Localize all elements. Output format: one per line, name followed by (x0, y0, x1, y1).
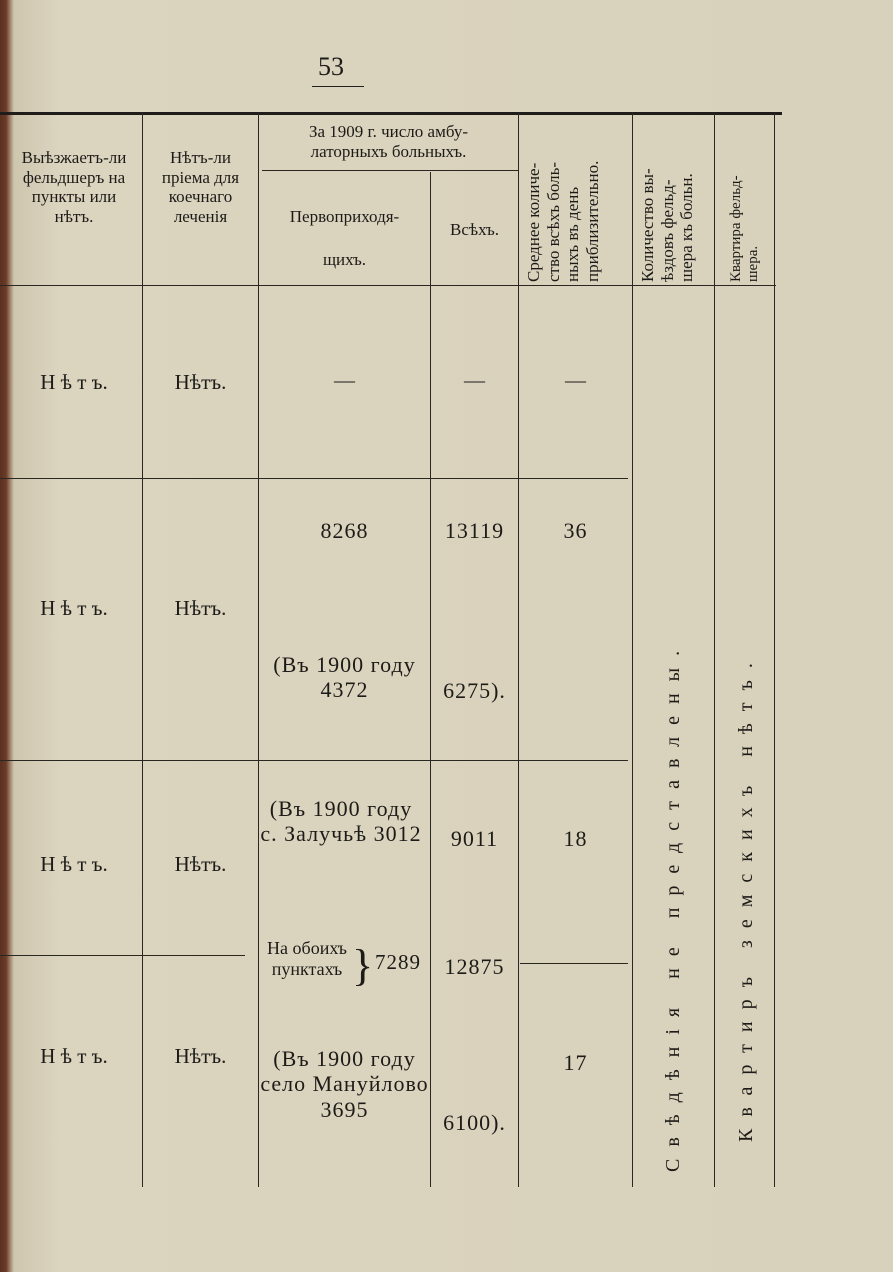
row2-col1: Н ѣ т ъ. (40, 596, 108, 620)
row3-col1: Н ѣ т ъ. (40, 852, 108, 876)
row3-bottom-rule (0, 955, 245, 956)
row1-col5: — (565, 368, 586, 392)
row1-col2: Нѣтъ. (174, 370, 227, 394)
combined-value: 7289 (375, 950, 421, 974)
header-col4: Всѣхъ. (449, 220, 499, 239)
row4-note3: (Въ 1900 году село Мануйлово 3695 (260, 1046, 429, 1122)
row1-col1: Н ѣ т ъ. (40, 370, 108, 394)
col7-spanning-note: Квартиръ земскихъ нѣтъ. (735, 651, 757, 1142)
row3-bottom-rule-col5 (520, 963, 628, 964)
group-header-rule (262, 170, 518, 171)
row3-col2: Нѣтъ. (174, 852, 227, 876)
row2-col4: 13119 (444, 518, 505, 543)
row2-col2: Нѣтъ. (174, 596, 227, 620)
header-group: За 1909 г. число амбу- латорныхъ больныхъ. (308, 122, 468, 161)
row3-col4: 9011 (450, 826, 499, 851)
row1-col3: — (334, 368, 355, 392)
combined-brace: } (352, 941, 374, 990)
col-divider-4 (518, 112, 519, 1187)
row2-bottom-rule (0, 760, 628, 761)
col-divider-5 (632, 112, 633, 1187)
header-col3: Первоприходя- щихъ. (289, 207, 400, 269)
row2-note3: (Въ 1900 году 4372 (273, 652, 416, 703)
page-number-underline (312, 86, 364, 87)
header-col2: Нѣтъ-ли пріема для коечнаго леченія (161, 148, 240, 226)
row3-note3: (Въ 1900 году с. Залучьѣ 3012 (260, 796, 422, 847)
row2-col5: 36 (563, 518, 588, 543)
col-divider-7 (774, 112, 775, 1187)
row1-col4: — (464, 368, 485, 392)
row1-bottom-rule (0, 478, 628, 479)
row4-col2: Нѣтъ. (174, 1044, 227, 1068)
header-col7: Квартира фельд- шера. (728, 175, 762, 282)
header-bottom-rule (0, 285, 776, 286)
row4-col5: 17 (563, 1050, 588, 1075)
row4-col1: Н ѣ т ъ. (40, 1044, 108, 1068)
col6-spanning-note: Свѣдѣнія не представлены. (662, 638, 684, 1172)
row2-col3: 8268 (320, 518, 369, 543)
row2-note4: 6275). (443, 678, 506, 703)
header-col5: Среднее количе- ство всѣхъ боль- ныхъ въ день приблизительно. (524, 160, 602, 282)
col-divider-1 (142, 112, 143, 1187)
page-number: 53 (318, 52, 344, 81)
row3-col5: 18 (563, 826, 588, 851)
header-col1: Выѣзжаетъ-ли фельдшеръ на пункты или нѣтъ. (21, 148, 127, 226)
col-divider-6 (714, 112, 715, 1187)
combined-label: На обоихъ пунктахъ (267, 938, 347, 979)
row4-note4: 6100). (443, 1110, 506, 1135)
row4-col4: 12875 (444, 954, 505, 979)
header-col6: Количество вы- ѣздовъ фельд- шера къ больн. (638, 168, 697, 282)
